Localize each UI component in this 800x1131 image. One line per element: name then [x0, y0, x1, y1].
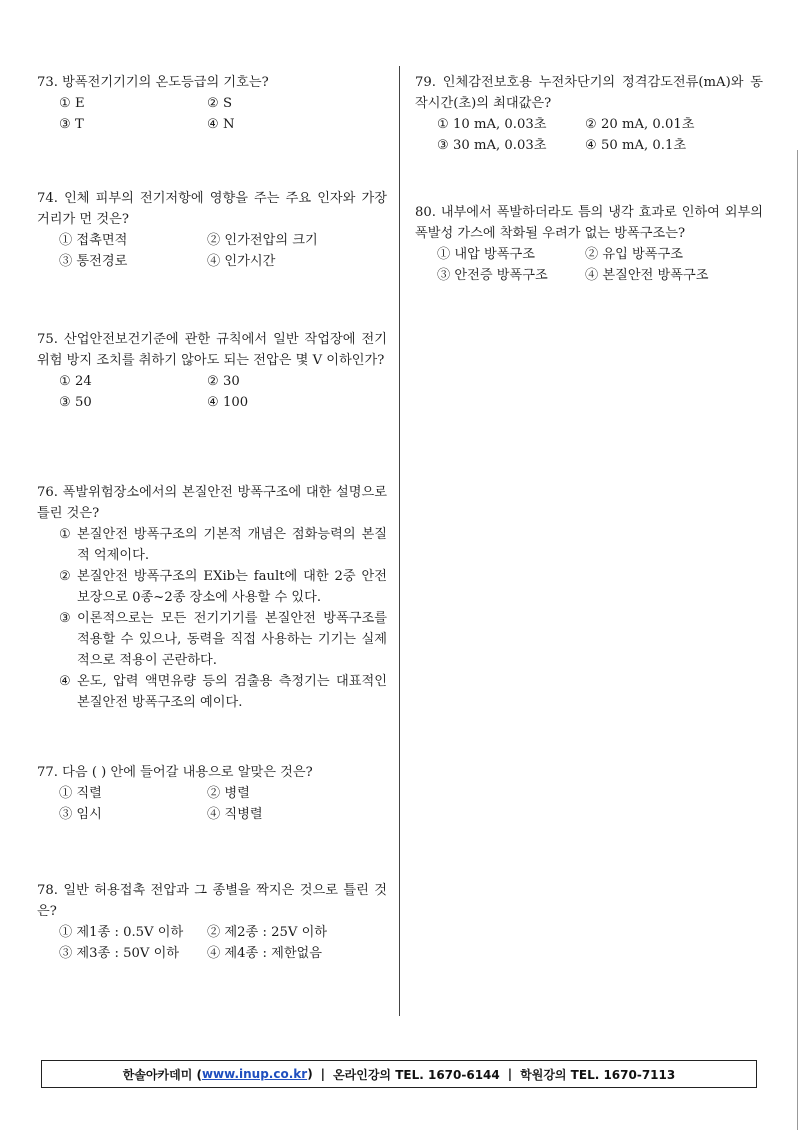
question-79: [415, 72, 763, 156]
question-stem: 80. 내부에서 폭발하더라도 틈의 냉각 효과로 인하여 외부의 폭발성 가스에 착화될 우려가 없는 방폭구조는?: [415, 205, 763, 241]
question-stem: 73. 방폭전기기기의 온도등급의 기호는?: [37, 75, 269, 90]
column-divider: [399, 66, 400, 1016]
option-grid: [415, 114, 763, 156]
question-80: [415, 202, 763, 286]
academy-website-link[interactable]: www.inup.co.kr: [201, 1067, 308, 1081]
offline-course-phone: 학원강의 TEL. 1670-7113: [520, 1067, 676, 1082]
academy-paren-close: ): [307, 1067, 313, 1081]
question-76: [37, 482, 387, 713]
option-2[interactable]: ② 30: [207, 374, 240, 389]
option-4[interactable]: ④ 100: [207, 395, 249, 410]
page-edge-line: [797, 150, 798, 1130]
option-2[interactable]: ② 제2종 : 25V 이하: [207, 925, 328, 940]
option-3[interactable]: ③ 임시: [59, 807, 102, 822]
question-stem: 74. 인체 피부의 전기저항에 영향을 주는 주요 인자와 가장 거리가 먼 것은?: [37, 191, 387, 227]
option-4[interactable]: ④ 50 mA, 0.1초: [585, 138, 687, 153]
option-grid: [415, 244, 763, 286]
option-4[interactable]: ④ 직병렬: [207, 807, 263, 822]
option-grid: [37, 371, 387, 413]
option-grid: [37, 230, 387, 272]
option-4[interactable]: ④ 인가시간: [207, 254, 276, 269]
option-3[interactable]: ③ 안전증 방폭구조: [437, 268, 548, 283]
option-1[interactable]: ① 내압 방폭구조: [437, 247, 536, 262]
option-1[interactable]: ① 10 mA, 0.03초: [437, 117, 547, 132]
option-2[interactable]: ② 인가전압의 크기: [207, 233, 318, 248]
question-75: [37, 329, 387, 413]
question-77: [37, 762, 387, 825]
option-1[interactable]: ① 제1종 : 0.5V 이하: [59, 925, 184, 940]
option-grid: [37, 922, 387, 964]
option-1[interactable]: ① 24: [59, 374, 92, 389]
option-text: 본질안전 방폭구조의 기본적 개념은 점화능력의 본질적 억제이다.: [77, 527, 387, 563]
question-stem: 76. 폭발위험장소에서의 본질안전 방폭구조에 대한 설명으로 틀린 것은?: [37, 485, 387, 521]
footer-separator: |: [320, 1067, 326, 1081]
online-course-phone: 온라인강의 TEL. 1670-6144: [333, 1067, 500, 1082]
option-2[interactable]: ② S: [207, 96, 233, 111]
option-3[interactable]: [59, 608, 387, 671]
question-73: [37, 72, 387, 135]
option-4[interactable]: ④ 제4종 : 제한없음: [207, 946, 323, 961]
option-marker: ④: [59, 674, 71, 689]
option-2[interactable]: [59, 566, 387, 608]
question-stem: 78. 일반 허용접촉 전압과 그 종별을 짝지은 것으로 틀린 것은?: [37, 883, 387, 919]
option-3[interactable]: ③ 50: [59, 395, 92, 410]
option-2[interactable]: ② 병렬: [207, 786, 250, 801]
question-stem: 75. 산업안전보건기준에 관한 규칙에서 일반 작업장에 전기위험 방지 조치를 취하기 않아도 되는 전압은 몇 V 이하인가?: [37, 332, 387, 368]
option-1[interactable]: ① 접촉면적: [59, 233, 128, 248]
option-3[interactable]: ③ 제3종 : 50V 이하: [59, 946, 180, 961]
question-78: [37, 880, 387, 964]
option-2[interactable]: ② 유입 방폭구조: [585, 247, 684, 262]
option-text: 본질안전 방폭구조의 EXib는 fault에 대한 2중 안전 보장으로 0종~2종 장소에 사용할 수 있다.: [77, 569, 387, 605]
option-4[interactable]: [59, 671, 387, 713]
option-list: [37, 524, 387, 713]
option-4[interactable]: ④ 본질안전 방폭구조: [585, 268, 709, 283]
option-3[interactable]: ③ 30 mA, 0.03초: [437, 138, 547, 153]
academy-name: 한솔아카데미 (: [122, 1067, 202, 1082]
footer-contact-bar: [41, 1060, 757, 1088]
option-text: 이론적으로는 모든 전기기기를 본질안전 방폭구조를 적용할 수 있으나, 동력을 직접 사용하는 기기는 실제적으로 적용이 곤란하다.: [77, 611, 387, 668]
option-3[interactable]: ③ T: [59, 117, 84, 132]
option-1[interactable]: [59, 524, 387, 566]
option-2[interactable]: ② 20 mA, 0.01초: [585, 117, 695, 132]
option-marker: ③: [59, 611, 71, 626]
option-1[interactable]: ① 직렬: [59, 786, 102, 801]
footer-separator: |: [507, 1067, 513, 1081]
option-grid: [37, 93, 387, 135]
option-marker: ②: [59, 569, 71, 584]
option-3[interactable]: ③ 통전경로: [59, 254, 128, 269]
option-grid: [37, 783, 387, 825]
question-stem: 79. 인체감전보호용 누전차단기의 정격감도전류(mA)와 동작시간(초)의 최대값은?: [415, 75, 763, 111]
option-text: 온도, 압력 액면유량 등의 검출용 측정기는 대표적인 본질안전 방폭구조의 예이다.: [77, 674, 387, 710]
question-74: [37, 188, 387, 272]
option-4[interactable]: ④ N: [207, 117, 235, 132]
option-marker: ①: [59, 527, 71, 542]
question-stem: 77. 다음 ( ) 안에 들어갈 내용으로 알맞은 것은?: [37, 765, 313, 780]
option-1[interactable]: ① E: [59, 96, 85, 111]
